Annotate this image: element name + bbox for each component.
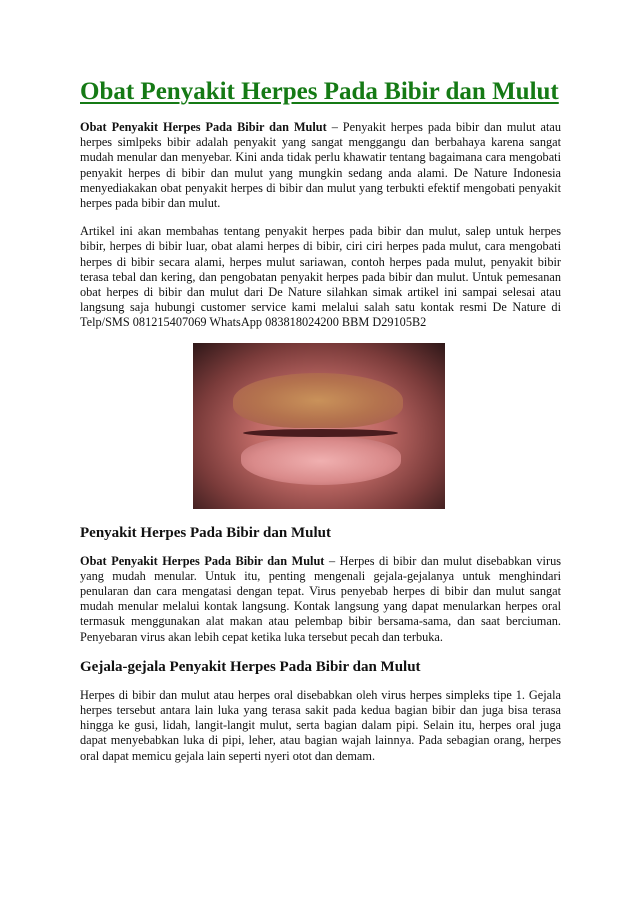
article: [80, 78, 561, 764]
section-paragraph-gejala: Herpes di bibir dan mulut atau herpes oral disebabkan oleh virus herpes simpleks tipe 1. Gejala herpes tersebut antara lain luka yang terasa sakit pada kedua bagian bibir dan juga bisa terasa hingga ke gusi, lidah, langit-langit mulut, serta bagian dalam pipi. Selain itu, herpes oral juga dapat menyebabkan luka di pipi, leher, atau bagian wajah lainnya. Pada sebagian orang, herpes oral dapat memicu gejala lain seperti nyeri otot dan demam.: [80, 687, 561, 763]
intro-paragraph: [80, 120, 561, 211]
lower-lip: [241, 437, 401, 485]
article-title[interactable]: Obat Penyakit Herpes Pada Bibir dan Mulut: [80, 78, 559, 105]
section-lead: Obat Penyakit Herpes Pada Bibir dan Mulut: [80, 553, 325, 568]
upper-lip: [233, 373, 403, 428]
mouth-line: [243, 429, 398, 437]
section-paragraph-penyakit: [80, 554, 561, 645]
section-heading-penyakit: Penyakit Herpes Pada Bibir dan Mulut: [80, 524, 332, 541]
overview-paragraph: Artikel ini akan membahas tentang penyakit herpes pada bibir dan mulut, salep untuk herpes bibir, herpes di bibir luar, obat alami herpes di bibir, ciri ciri herpes pada mulut, cara mengobati herpes di bibir secara alami, herpes mulut sariawan, contoh herpes pada mulut, penyakit bibir terasa tebal dan kering, dan pengobatan penyakit herpes pada bibir dan mulut. Untuk pemesanan obat herpes di bibir dan mulut dari De Nature silahkan simak artikel ini sampai selesai atau langsung saja hubungi customer service kami melalui salah satu kontak resmi De Nature di Telp/SMS 081215407069 WhatsApp 083818024200 BBM D29105B2: [80, 224, 561, 330]
herpes-lip-photo: [193, 343, 445, 509]
intro-text: – Penyakit herpes pada bibir dan mulut atau herpes simlpeks bibir adalah penyakit yang sangat menggangu dan berbahaya karena sangat mudah menular dan menyebar. Kini anda tidak perlu khawatir tentang bagaimana cara mengobati penyakit herpes di bibir dan mulut yang mungkin sedang anda alami. De Nature Indonesia menyediakakan obat penyakit herpes di bibir dan mulut yang terbukti efektif mengobati penyakit herpes pada bibir dan mulut.: [80, 120, 561, 211]
section-heading-gejala: Gejala-gejala Penyakit Herpes Pada Bibir dan Mulut: [80, 658, 421, 675]
section-text: – Herpes di bibir dan mulut disebabkan virus yang mudah menular. Untuk itu, penting mengenali gejala-gejalanya untuk menghindari penularan dan cara mengatasi dengan tepat. Virus penyebab herpes di bibir dan mulut sangat mudah menular melalui kontak langsung. Kontak langsung yang dapat menularkan herpes oral termasuk menggunakan alat makan atau pelembap bibir bersama-sama, dan saat berciuman. Penyebaran virus akan lebih cepat ketika luka tersebut pecah dan terbuka.: [80, 553, 561, 644]
intro-lead: Obat Penyakit Herpes Pada Bibir dan Mulut: [80, 120, 327, 134]
